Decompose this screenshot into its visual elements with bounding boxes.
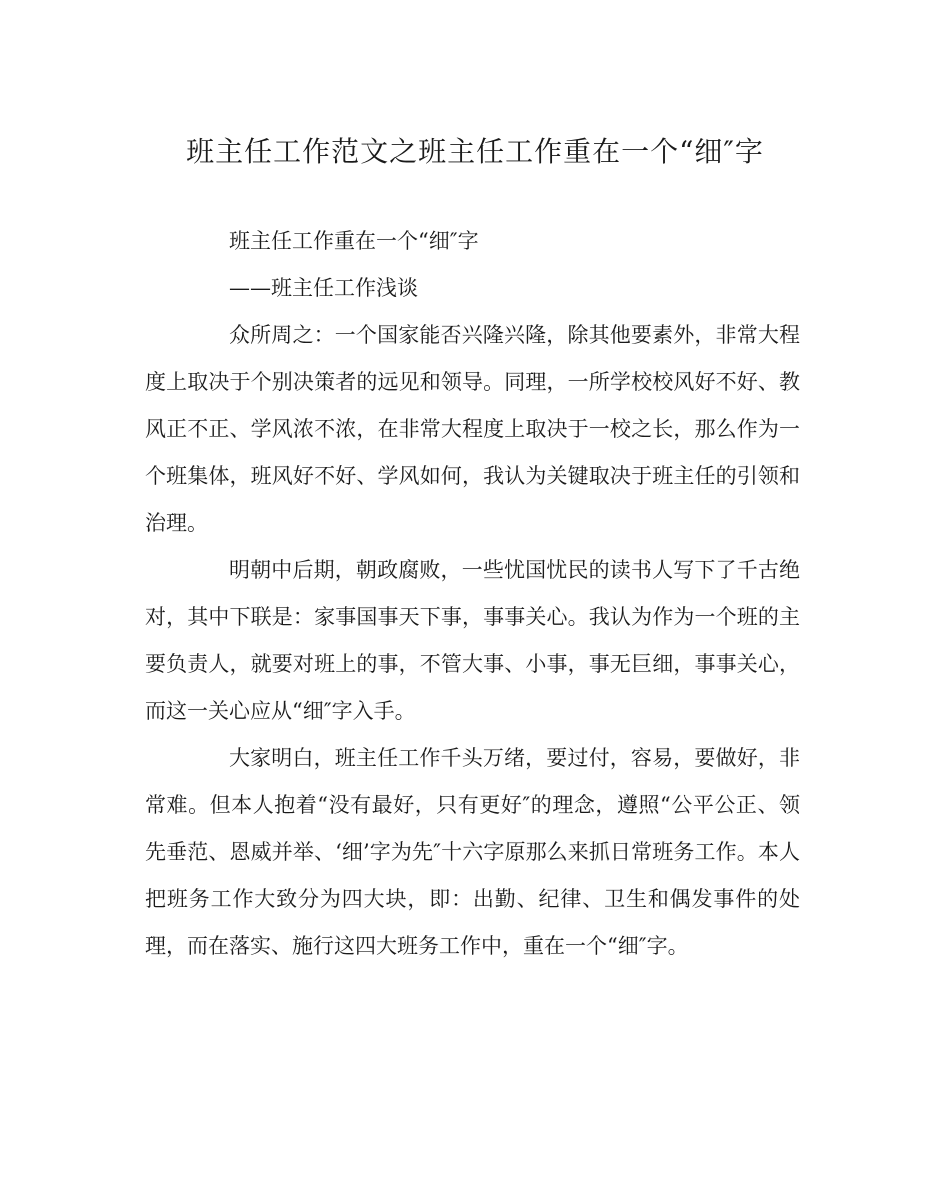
paragraph-1: 众所周之：一个国家能否兴隆兴隆，除其他要素外，非常大程度上取决于个别决策者的远见和领导。同理，一所学校校风好不好、教风正不正、学风浓不浓，在非常大程度上取决于一校之长，那么作为一个班集体，班风好不好、学风如何，我认为关键取决于班主任的引领和治理。 (145, 323, 800, 535)
document-subtitle: 班主任工作重在一个“细″字 (229, 229, 479, 253)
document-title: 班主任工作范文之班主任工作重在一个“细″字 (186, 135, 764, 168)
document-byline: ——班主任工作浅谈 (229, 276, 418, 300)
paragraph-2: 明朝中后期，朝政腐败，一些忧国忧民的读书人写下了千古绝对，其中下联是：家事国事天下事，事事关心。我认为作为一个班的主要负责人，就要对班上的事，不管大事、小事，事无巨细，事事关心，而这一关心应从“细″字入手。 (145, 558, 800, 723)
paragraph-3: 大家明白，班主任工作千头万绪，要过付，容易，要做好，非常难。但本人抱着“没有最好，只有更好″的理念，遵照“公平公正、领先垂范、恩威并举、‘细’字为先″十六字原那么来抓日常班务工作。本人把班务工作大致分为四大块，即：出勤、纪律、卫生和偶发事件的处理，而在落实、施行这四大班务工作中，重在一个“细″字。 (145, 746, 800, 958)
document-body (145, 218, 800, 970)
